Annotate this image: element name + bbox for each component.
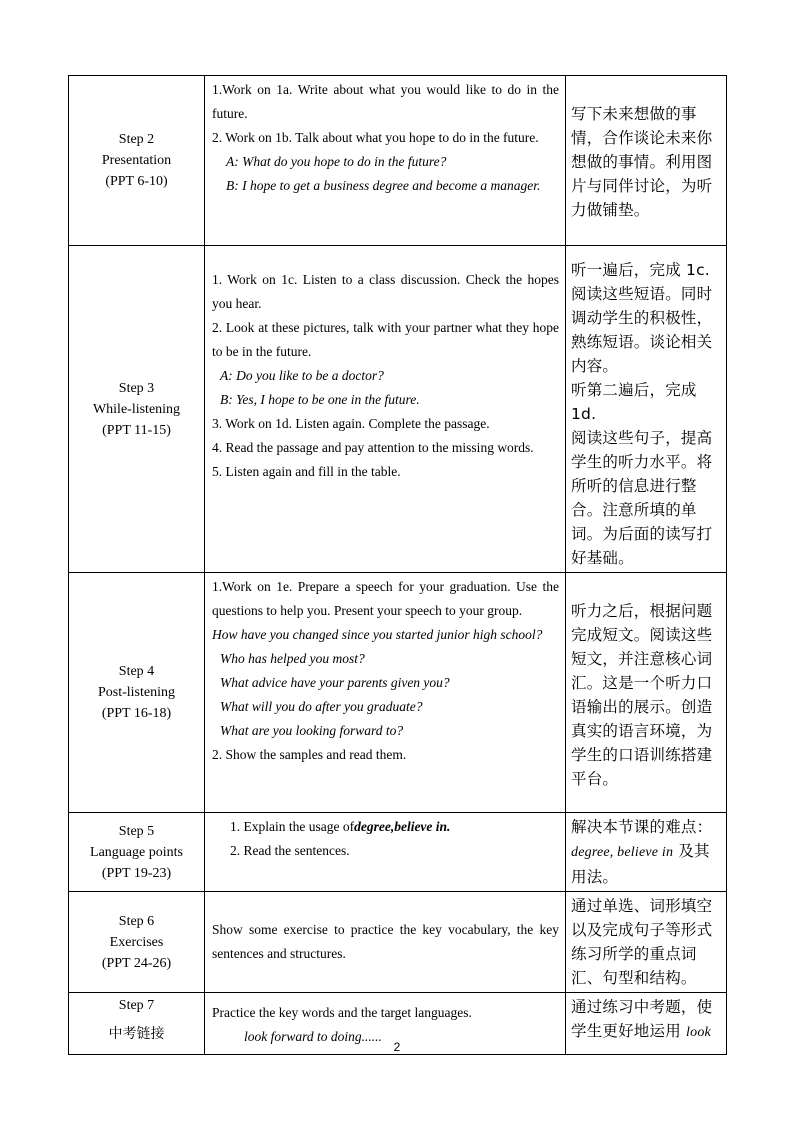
step-cell	[69, 892, 205, 993]
aim-cell	[566, 892, 727, 993]
aim-cell	[566, 76, 727, 246]
step-ppt: (PPT 24-26)	[101, 955, 172, 971]
activity-line: 5. Listen again and fill in the table.	[212, 464, 401, 479]
activity-line: Show some exercise to practice the key vocabulary, the key sentences and structures.	[212, 922, 559, 961]
step-cell	[69, 76, 205, 246]
activity-line: 2. Read the sentences.	[230, 843, 350, 858]
aim-text: 解决本节课的难点：	[571, 818, 713, 836]
activity-line: 1. Work on 1c. Listen to a class discussion. Check the hopes you hear.	[212, 272, 559, 311]
aim-cell	[566, 813, 727, 892]
aim-keywords: degree, believe in	[571, 845, 674, 860]
step-ppt: (PPT 11-15)	[102, 422, 171, 438]
dialogue-line: A: What do you hope to do in the future?	[226, 154, 447, 169]
question-line: Who has helped you most?	[220, 651, 365, 666]
question-line: What will you do after you graduate?	[220, 699, 423, 714]
dialogue-line: A: Do you like to be a doctor?	[220, 368, 384, 383]
step-ppt: (PPT 6-10)	[105, 174, 168, 189]
dialogue-line: B: Yes, I hope to be one in the future.	[220, 392, 420, 407]
question-line: How have you changed since you started junior high school?	[212, 627, 543, 642]
step-title: Post-listening	[97, 685, 175, 700]
aim-body: 通过练习中考题，使学生更好地运用	[571, 998, 713, 1040]
step-title: Language points	[90, 844, 183, 860]
activity-keywords: degree,believe in.	[354, 819, 451, 834]
aim-cell	[566, 573, 727, 813]
step-number: Step 3	[118, 380, 155, 396]
activity-cell	[205, 813, 566, 892]
aim-tail: 及其用法。	[571, 842, 710, 886]
activity-cell	[205, 246, 566, 573]
step-title: While-listening	[92, 401, 181, 417]
aim-text: 1d.	[571, 405, 597, 423]
step-title: Exercises	[109, 934, 164, 950]
step-ppt: (PPT 16-18)	[101, 706, 172, 721]
activity-line: 2. Look at these pictures, talk with your partner what they hope to be in the future.	[212, 320, 559, 359]
lesson-plan-table	[68, 75, 727, 1055]
activity-cell	[205, 892, 566, 993]
activity-text: 1. Explain the usage of	[230, 819, 355, 834]
aim-text	[571, 995, 722, 1045]
table-row-step-6	[69, 892, 727, 993]
step-ppt: (PPT 19-23)	[101, 865, 172, 881]
step-cell	[69, 246, 205, 573]
aim-text: 阅读这些句子，提高学生的听力水平。将所听的信息进行整合。注意所填的单词。为后面的读写打好基础。	[571, 429, 713, 567]
aim-text: 阅读这些短语。同时调动学生的积极性，熟练短语。谈论相关内容。	[571, 285, 713, 375]
aim-keyword: look	[686, 1025, 711, 1040]
question-line: What advice have your parents given you?	[220, 675, 450, 690]
step-title: 中考链接	[108, 1026, 165, 1042]
aim-text: 通过单选、词形填空以及完成句子等形式练习所学的重点词汇、句型和结构。	[571, 897, 713, 987]
activity-line: look forward to doing......	[244, 1029, 382, 1044]
activity-line: 2. Work on 1b. Talk about what you hope to do in the future.	[212, 130, 539, 145]
aim-text: 听力之后，根据问题完成短文。阅读这些短文，并注意核心词汇。这是一个听力口语输出的展示。创造真实的语言环境，为学生的口语训练搭建平台。	[571, 602, 713, 788]
page-number: 2	[393, 1040, 401, 1054]
table-row-step-5	[69, 813, 727, 892]
activity-line: 2. Show the samples and read them.	[212, 747, 407, 762]
step-number: Step 7	[118, 998, 155, 1013]
activity-line: Practice the key words and the target languages.	[212, 1005, 472, 1020]
table-row-step-3	[69, 246, 727, 573]
aim-text: 听第二遍后，完成	[571, 381, 697, 399]
question-line: What are you looking forward to?	[220, 723, 404, 738]
step-number: Step 5	[118, 823, 155, 839]
activity-line: 1.Work on 1a. Write about what you would like to do in the future.	[212, 82, 559, 121]
activity-line: 4. Read the passage and pay attention to the missing words.	[212, 440, 534, 455]
dialogue-line: B: I hope to get a business degree and become a manager.	[226, 178, 541, 193]
activity-line: 3. Work on 1d. Listen again. Complete the passage.	[212, 416, 490, 431]
aim-text: 写下未来想做的事情，合作谈论未来你想做的事情。利用图片与同伴讨论，为听力做铺垫。	[571, 105, 713, 219]
step-number: Step 4	[118, 664, 155, 679]
aim-text: 听一遍后，完成 1c.	[571, 261, 710, 279]
table-row-step-2	[69, 76, 727, 246]
table-row-step-4	[69, 573, 727, 813]
aim-text	[571, 839, 722, 889]
activity-cell	[205, 76, 566, 246]
activity-line	[212, 815, 559, 839]
activity-line: 1.Work on 1e. Prepare a speech for your graduation. Use the questions to help you. Present your speech to your group.	[212, 579, 559, 618]
aim-cell	[566, 246, 727, 573]
step-number: Step 6	[118, 913, 155, 929]
step-cell	[69, 813, 205, 892]
step-title: Presentation	[101, 153, 172, 168]
activity-cell	[205, 573, 566, 813]
step-number: Step 2	[118, 132, 155, 147]
step-cell	[69, 573, 205, 813]
